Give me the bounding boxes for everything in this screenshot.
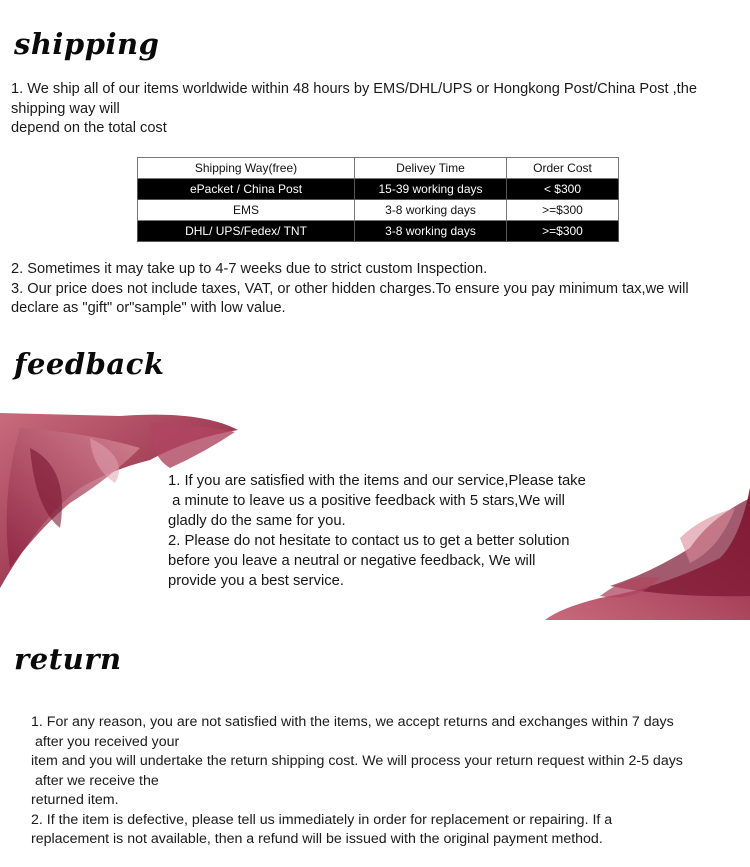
shipping-notes xyxy=(11,260,689,319)
table-row xyxy=(138,200,619,221)
feedback-heading: feedback xyxy=(14,347,165,381)
return-heading: return xyxy=(14,642,122,676)
shipping-way-cell: ePacket / China Post xyxy=(138,179,355,200)
shipping-table xyxy=(137,157,619,242)
feedback-line: before you leave a neutral or negative feedback, We will xyxy=(168,553,536,569)
shipping-note-line: 2. Sometimes it may take up to 4-7 weeks due to strict custom Inspection. xyxy=(11,261,488,277)
return-line: returned item. xyxy=(31,792,119,808)
feedback-line: a minute to leave us a positive feedback with 5 stars,We will xyxy=(168,493,565,509)
table-row xyxy=(138,179,619,200)
delivery-time-cell: 15-39 working days xyxy=(355,179,507,200)
delivery-time-cell: 3-8 working days xyxy=(355,200,507,221)
column-header-delivery-time: Delivey Time xyxy=(355,158,507,179)
return-line: replacement is not available, then a refund will be issued with the original payment method. xyxy=(31,831,603,847)
shipping-intro-line: 1. We ship all of our items worldwide within 48 hours by EMS/DHL/UPS or Hongkong Post/China Post ,the xyxy=(11,81,697,97)
column-header-shipping-way: Shipping Way(free) xyxy=(138,158,355,179)
shipping-note-line: 3. Our price does not include taxes, VAT, or other hidden charges.To ensure you pay minimum tax,we will xyxy=(11,280,689,297)
shipping-way-cell: EMS xyxy=(138,200,355,221)
feedback-line: provide you a best service. xyxy=(168,573,345,589)
feedback-line: 2. Please do not hesitate to contact us to get a better solution xyxy=(168,533,570,549)
return-line: after you received your xyxy=(31,733,180,750)
table-header-row xyxy=(138,158,619,179)
shipping-note-line: declare as "gift" or"sample" with low value. xyxy=(11,300,286,316)
shipping-heading: shipping xyxy=(14,27,160,61)
shipping-intro xyxy=(11,80,697,139)
feedback-line: gladly do the same for you. xyxy=(168,513,346,529)
order-cost-cell: >=$300 xyxy=(507,200,619,221)
column-header-order-cost: Order Cost xyxy=(507,158,619,179)
delivery-time-cell: 3-8 working days xyxy=(355,221,507,242)
shipping-intro-line: shipping way will xyxy=(11,100,120,117)
return-line: item and you will undertake the return shipping cost. We will process your return request within 2-5 days xyxy=(31,753,683,769)
feedback-line: 1. If you are satisfied with the items and our service,Please take xyxy=(168,473,586,489)
table-row xyxy=(138,221,619,242)
order-cost-cell: >=$300 xyxy=(507,221,619,242)
shipping-intro-line: depend on the total cost xyxy=(11,120,167,136)
feedback-text xyxy=(168,471,586,591)
return-policy-text xyxy=(31,713,683,850)
return-line: 1. For any reason, you are not satisfied with the items, we accept returns and exchanges within 7 days xyxy=(31,714,674,730)
return-line: 2. If the item is defective, please tell us immediately in order for replacement or repairing. If a xyxy=(31,811,613,828)
shipping-way-cell: DHL/ UPS/Fedex/ TNT xyxy=(138,221,355,242)
order-cost-cell: < $300 xyxy=(507,179,619,200)
return-line: after we receive the xyxy=(31,772,159,789)
